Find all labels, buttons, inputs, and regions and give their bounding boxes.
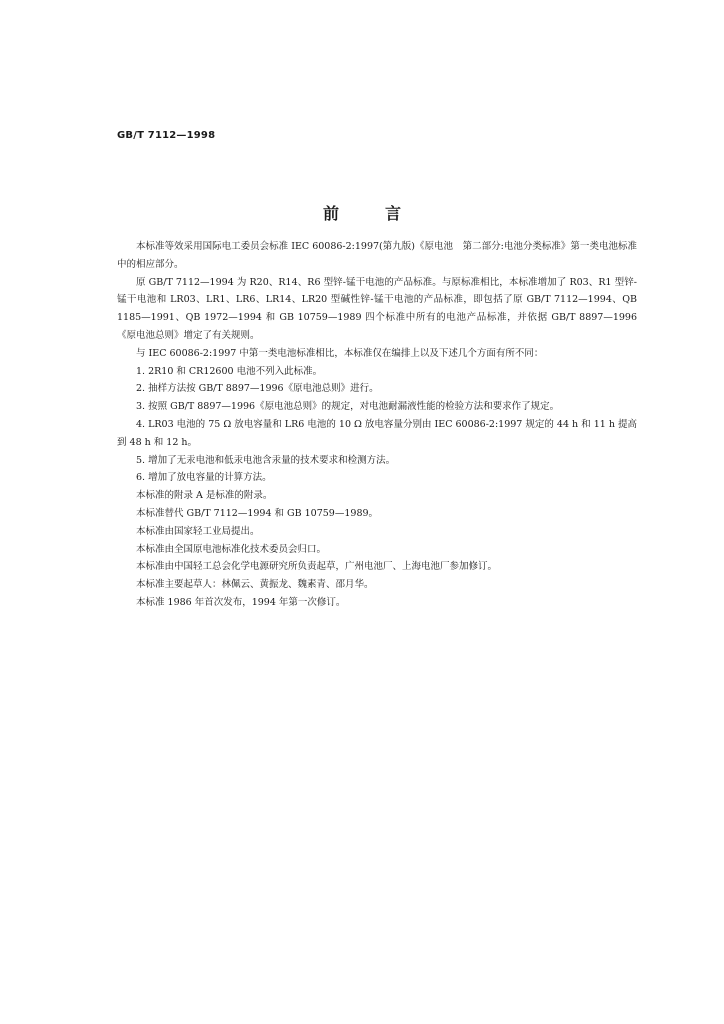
- list-item-4: 4. LR03 电池的 75 Ω 放电容量和 LR6 电池的 10 Ω 放电容量分别由 IEC 60086-2:1997 规定的 44 h 和 11 h 提高到 48 h 和 12 h。: [117, 418, 637, 448]
- paragraph-history: 本标准 1986 年首次发布，1994 年第一次修订。: [136, 596, 346, 608]
- paragraph-replaces: 本标准替代 GB/T 7112—1994 和 GB 10759—1989。: [136, 507, 379, 519]
- standard-code-header: GB/T 7112—1998: [117, 130, 216, 141]
- list-item-5: 5. 增加了无汞电池和低汞电池含汞量的技术要求和检测方法。: [136, 454, 396, 466]
- list-item-2: 2. 抽样方法按 GB/T 8897—1996《原电池总则》进行。: [136, 383, 379, 395]
- list-item-1: 1. 2R10 和 CR12600 电池不列入此标准。: [136, 365, 323, 377]
- title-part-2: 言: [385, 204, 402, 223]
- paragraph-appendix: 本标准的附录 A 是标准的附录。: [136, 490, 273, 502]
- title-part-1: 前: [322, 204, 339, 223]
- list-item-6: 6. 增加了放电容量的计算方法。: [136, 472, 272, 484]
- paragraph-differences-intro: 与 IEC 60086-2:1997 中第一类电池标准相比，本标准仅在编排上以及下述几个方面有所不同：: [136, 347, 544, 359]
- paragraph-drafters: 本标准主要起草人：林佩云、黄振龙、魏素青、邵月华。: [136, 579, 374, 591]
- page-title: [0, 201, 724, 224]
- foreword-body: [117, 238, 637, 612]
- paragraph-equivalence: 本标准等效采用国际电工委员会标准 IEC 60086-2:1997(第九版)《原电池 第二部分:电池分类标准》第一类电池标准中的相应部分。: [117, 241, 637, 270]
- paragraph-proposed-by: 本标准由国家轻工业局提出。: [136, 525, 260, 537]
- paragraph-centralized-by: 本标准由全国原电池标准化技术委员会归口。: [136, 543, 327, 555]
- paragraph-changes: 原 GB/T 7112—1994 为 R20、R14、R6 型锌-锰干电池的产品标准。与原标准相比，本标准增加了 R03、R1 型锌-锰干电池和 LR03、LR1、LR6、LR14、LR20 型碱性锌-锰干电池的产品标准，即包括了原 GB/T 7112—1994、QB 1185—1991、QB 1972—1994 和 GB 10759—1989 四个标准中所有的电池产品标准，并依据 GB/T 8897—1996《原电池总则》增定了有关规则。: [117, 276, 637, 341]
- paragraph-drafted-by: 本标准由中国轻工总会化学电源研究所负责起草，广州电池厂、上海电池厂参加修订。: [136, 561, 498, 573]
- list-item-3: 3. 按照 GB/T 8897—1996《原电池总则》的规定，对电池耐漏液性能的检验方法和要求作了规定。: [136, 401, 560, 413]
